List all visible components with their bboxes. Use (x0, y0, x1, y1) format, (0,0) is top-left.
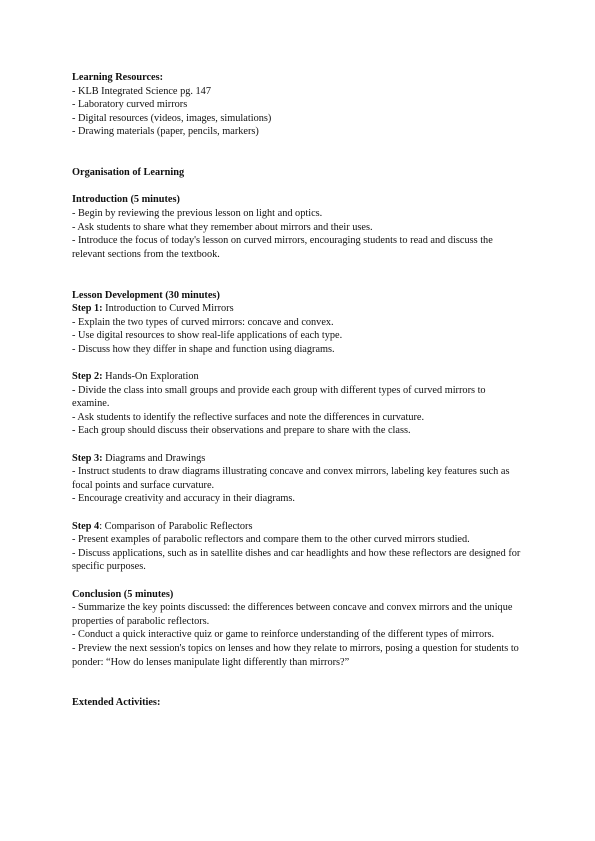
step-2-title: Hands-On Exploration (102, 371, 199, 383)
step-3-item: - Instruct students to draw diagrams illustrating concave and convex mirrors, labeling key features such as focal points and surface curvature. (72, 466, 510, 491)
step-3 (72, 452, 522, 506)
spacer (72, 261, 522, 288)
conclusion-item: - Summarize the key points discussed: the differences between concave and convex mirrors and the unique properties of parabolic reflectors. (72, 602, 513, 627)
step-3-title-line (72, 452, 522, 466)
step-2-title-line (72, 370, 522, 384)
conclusion-item: - Preview the next session's topics on lenses and how they relate to mirrors, posing a question for students to ponder: “How do lenses manipulate light differently than mirrors?” (72, 642, 519, 668)
step-4-title-line (72, 520, 522, 534)
step-3-item: - Encourage creativity and accuracy in their diagrams. (72, 493, 295, 505)
step-2-label: Step 2: (72, 371, 103, 383)
learning-resources-heading: Learning Resources: (72, 72, 164, 83)
step-1 (72, 302, 522, 356)
learning-resources-section (72, 71, 522, 139)
step-4-title: : Comparison of Parabolic Reflectors (99, 520, 253, 532)
step-2 (72, 370, 522, 438)
spacer (72, 438, 522, 452)
step-3-title: Diagrams and Drawings (102, 452, 206, 464)
lesson-development-section (72, 289, 522, 574)
step-4-item: - Present examples of parabolic reflectors and compare them to the other curved mirrors studied. (72, 534, 470, 546)
spacer (72, 356, 522, 370)
lesson-development-heading: Lesson Development (30 minutes) (72, 289, 220, 301)
step-3-label: Step 3: (72, 452, 103, 464)
step-1-item: - Explain the two types of curved mirrors: concave and convex. (72, 316, 334, 328)
step-4-label: Step 4 (72, 520, 100, 532)
conclusion-heading: Conclusion (5 minutes) (72, 588, 174, 600)
resource-item: - Digital resources (videos, images, simulations) (72, 112, 272, 124)
step-1-item: - Discuss how they differ in shape and function using diagrams. (72, 343, 335, 355)
step-1-item: - Use digital resources to show real-life applications of each type. (72, 330, 343, 342)
conclusion-section (72, 588, 522, 670)
introduction-section (72, 193, 522, 261)
resource-item: - KLB Integrated Science pg. 147 (72, 85, 211, 97)
resource-item: - Drawing materials (paper, pencils, markers) (72, 126, 259, 138)
step-4-item: - Discuss applications, such as in satellite dishes and car headlights and how these reflectors are designed for specific purposes. (72, 547, 521, 573)
organisation-heading: Organisation of Learning (72, 167, 185, 179)
introduction-heading: Introduction (5 minutes) (72, 194, 180, 206)
step-1-title-line (72, 302, 522, 316)
spacer (72, 139, 522, 166)
step-4 (72, 520, 522, 574)
spacer (72, 506, 522, 520)
introduction-item: - Begin by reviewing the previous lesson on light and optics. (72, 207, 323, 219)
introduction-item: - Ask students to share what they remember about mirrors and their uses. (72, 221, 373, 233)
spacer (72, 669, 522, 696)
introduction-item: - Introduce the focus of today's lesson on curved mirrors, encouraging students to read and discuss the relevant sections from the textbook. (72, 235, 493, 260)
extended-activities-heading: Extended Activities: (72, 697, 161, 709)
resource-item: - Laboratory curved mirrors (72, 99, 188, 111)
step-2-item: - Divide the class into small groups and provide each group with different types of curved mirrors to examine. (72, 384, 486, 410)
conclusion-item: - Conduct a quick interactive quiz or game to reinforce understanding of the different types of mirrors. (72, 629, 495, 641)
step-1-label: Step 1: (72, 303, 103, 315)
step-2-item: - Each group should discuss their observations and prepare to share with the class. (72, 425, 411, 437)
spacer (72, 574, 522, 588)
spacer (72, 180, 522, 194)
step-2-item: - Ask students to identify the reflective surfaces and note the differences in curvature. (72, 411, 425, 423)
document-page (72, 71, 522, 710)
step-1-title: Introduction to Curved Mirrors (102, 303, 234, 315)
